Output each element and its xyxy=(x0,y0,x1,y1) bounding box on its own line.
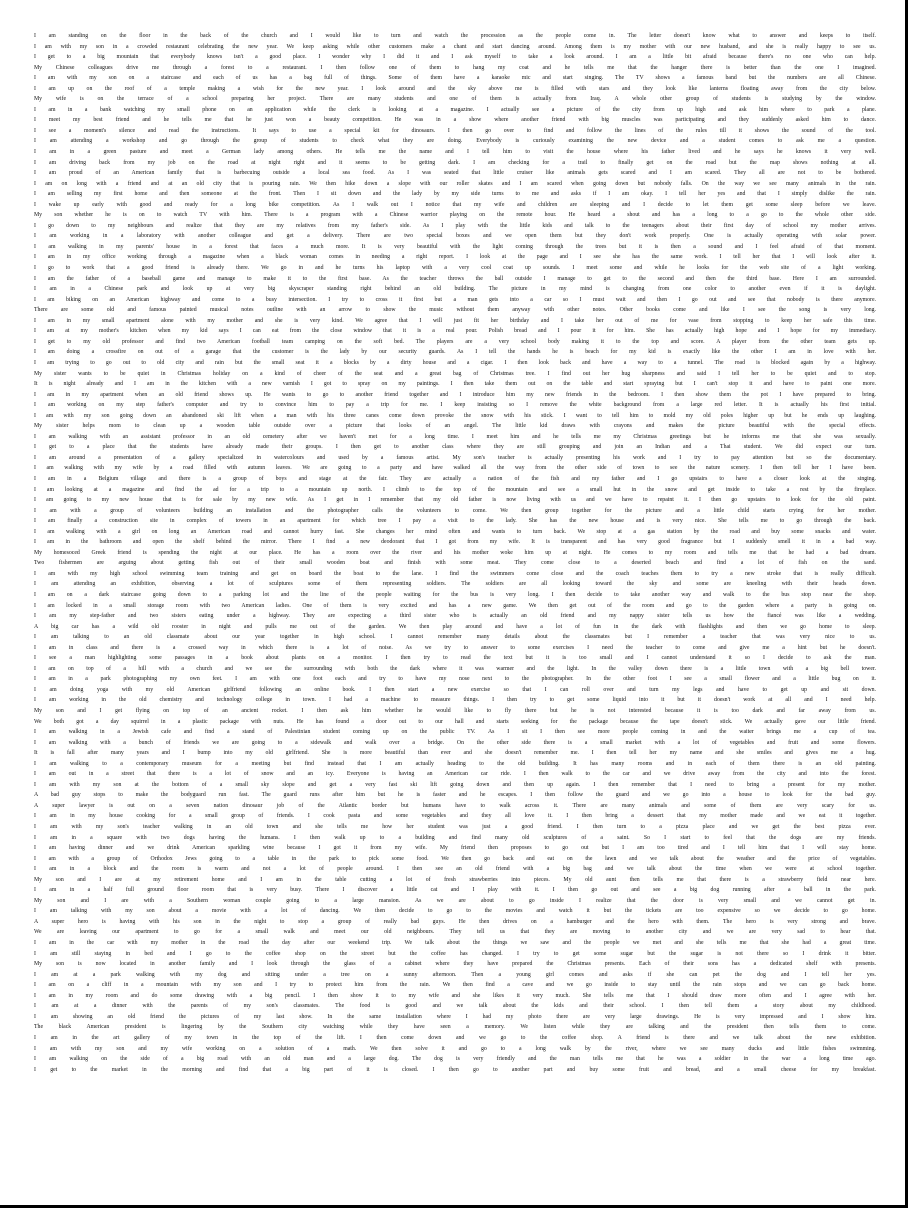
text-line: I am with my high school swimming team training and get on board the boat to the lane. I find the swimmers come close and the coach teaches them to try a new stroke that is really difficult. xyxy=(34,570,876,577)
text-line: I get to a place that the students have already made their groups. I then get to another class where they are still grouping and join an Indian and a Thai student. We did expect our turn. xyxy=(34,444,876,451)
text-line: My Chinese colleagues drive me through a forest to a restaurant. I then follow one of them to hang my coat and he tells me that the hanger there is better than the one I imagined. xyxy=(34,64,876,71)
text-line: I am attending a workshop and go through the group of students to check what they are doing. Everybody is curiously examining the new device and a student comes to ask me a question. xyxy=(34,138,876,145)
text-line: I am at a dinner with the parents of my son's classmates. The food is good and we talk about the kids and their school. I then tell them a story about my childhood. xyxy=(34,1003,876,1010)
text-line: I am showing an old friend the pictures of my last show. In the same installation where I had my photo there are very large drawings. He is very impressed and I show him. xyxy=(34,1013,876,1020)
text-line: I am in a block and the room is warm and not a lot of people around. I then see an old friend with a big bag and we talk about the time when we were at school together. xyxy=(34,866,876,873)
text-line: I am around a presentation of a gallery specialized in watercolours and used by a famous artist. My son's teacher is actually presenting his work and I try to pay attention but so the documentary. xyxy=(34,454,876,461)
text-line: I meet my best friend and he tells me that he just won a beauty competition. He was in a show where another friend with big muscles was participating and they suddenly asked him to dance. xyxy=(34,117,876,124)
text-line: I am walking with an assistant professor in an old cemetery after we haven't met for a long time. I meet him and he tells me my Christmas greetings but he informs me that she was sexually. xyxy=(34,433,876,440)
text-line: I am at my mother's kitchen when my kid says I can eat from the close window that it is a real pour. Polish bread and I pour it for him. She has actually high hope and I hope for my immediacy. xyxy=(34,328,876,335)
text-line: I am the father of a baseball game and manage to make it to the first base. As the teacher throws the ball outside I manage to get to the second and then the third base. Here I am surrounded. xyxy=(34,275,876,282)
text-line: My son and I are at my retirement home and I am in the table cutting a lot of fresh strawberries into pieces. My old aunt then tells me that there is a strawberry field near here. xyxy=(34,876,876,883)
text-line: I am in my room and do some drawing with a big pencil. I then show it to my wife and she likes it very much. She tells me that I should draw more often and I agree with her. xyxy=(34,992,876,999)
text-line: I am trying to go out to old city and rain but the small seat it a blocks by a dirty house and a cigar. I then look back and have a way to a tunnel. The road is blocked again by a highway. xyxy=(34,359,876,366)
text-line: I am in a green pasture and meet a German lady among others. He tells me the name and I tell him to visit the house where his father lived and he says he knows it very well. xyxy=(34,149,876,156)
text-line: I am with my son at the bottom of a small sky slope and get a very fast ski lift going down and then up again. I then remember that I need to bring a present for my mother. xyxy=(34,781,876,788)
text-line: I am at a park walking with my dog and sitting under a tree on a sunny afternoon. Then a young girl comes and asks if she can pet the dog and I tell her yes. xyxy=(34,971,876,978)
text-line: It is night already and I am in the kitchen with a new varnish I got to spray on my paintings. I then take them out on the table and start spraying but I can't stop it and have to paint one more. xyxy=(34,381,876,388)
text-line: I am walking in my parents' house in a forest that faces a much more. It is very beautiful with the light coming through the trees but it is then a sound and I feel afraid of that moment. xyxy=(34,243,876,250)
text-line: It is fall after many years and I bump into my old girlfriend. She is more beautiful than ever and she doesn't remember me. I then tell her my name and she smiles and gives me a hug. xyxy=(34,750,876,757)
text-line: I am talking to an old classmate about our year together in high school. I cannot remember many details about the classmates but I remember a teacher that was very nice to us. xyxy=(34,634,876,641)
text-line: I see a moment's silence and read the instructions. It says to use a special kit for dinosaurs. I then go over to find and follow the lines of the rules till it shows the sound of the tool. xyxy=(34,127,876,134)
text-line: I am walking with a girl on long an American road and cannot hurry fast. She changes her mind often and wants to turn back. We stop at a gas station by the road and buy some snacks and water. xyxy=(34,528,876,535)
text-line: I am working in the old chemistry and technology college in town. I had a machine to measure things. I then try to get some liquid into it but it doesn't work at all and I need help. xyxy=(34,697,876,704)
text-line: We both got a day squirrel in a plastic package with nuts. He has found a door out to our hall and starts seeking for the package because the tape doesn't stick. We actually gave our little friend. xyxy=(34,718,876,725)
text-line: I am with my son and my wife working on a solution of a math. We then solve it and go to a long walk by the river, where we see many ducks and little fishes swimming. xyxy=(34,1045,876,1052)
text-line: I am in a park photographing my own feet. I am with one foot each and try to have my nose next to the photographer. In the other foot I see a small flower and a little bug on it. xyxy=(34,676,876,683)
document-body-text xyxy=(34,31,876,1183)
text-line: I am my step-father and two sisters eating under a highway. They are expecting a third sister who is actually an old friend and my nappy sister tells us how the fiancé was like a wedding. xyxy=(34,613,876,620)
text-line: I am on a dark staircase going down to a parking lot and the line of the people waiting for the bus is very long. I then decide to take another way and walk to the bus stop near the shop. xyxy=(34,591,876,598)
text-line: I am in a Belgium village and there is a group of boys and stage at the fair. They are actually a nation of the fish and my father and I go upstairs to have a closer look at the singing. xyxy=(34,475,876,482)
text-line: I am walking to a contemporary museum for a meeting but find instead that I am actually heading to the old building. It has many rooms and in each of them there is an old painting. xyxy=(34,760,876,767)
text-line: My sister helps mom to clean up a wooden table outside over a picture that looks of an angel. The little kid draws with crayons and makes the picture beautiful with the special effects. xyxy=(34,423,876,430)
text-line: I am walking with a bunch of friends we are going to a sidewalk and walk over a bridge. On the other side there is a small market with a lot of vegetables and fruit and some flowers. xyxy=(34,739,876,746)
text-line: I am on long with a friend and at an old city that is pouring rain. We then hike down a slope with our roller skates and I am scared when going down but nobody falls. On the way we see many animals in the rain. xyxy=(34,180,876,187)
text-line: I am with my son in a crowded restaurant celebrating the new year. We keep asking while other customers make a chant and start dancing around. Among them is my mother with our new husband, and she is really happy to see us. xyxy=(34,43,876,50)
text-line: I go down to my neighbours and realize that they are my relatives from my father's side. As I play with the little kids and talk to the teenagers about their first day of school my mother arrives. xyxy=(34,222,876,229)
text-line: I am having dinner and we drink American sparkling wine because I got it from my wife. My friend then proposes to go out but I am too tired and I tell him that I will stay home. xyxy=(34,845,876,852)
text-line: I am doing yoga with my old American girlfriend following an online book. I then start a new exercise so that I can roll over and turn my legs and have to get up and sit down. xyxy=(34,686,876,693)
text-line: I am in my small apartment alone with my mother and she is very kind. We agree that I will just fit her birthday and I take her out of me for vase from stopping to keep her safe this time. xyxy=(34,317,876,324)
text-line: I am working on my step father's computer and try to convince him to pay a trip for me. I keep insisting so I remove the white background from a large red letter. It is actually his first initial. xyxy=(34,402,876,409)
text-line: My wife is on the terrace of a school preparing her project. There are many students and one of them is actually from Iraq. A whole other group of students is studying by the window. xyxy=(34,96,876,103)
text-line: I am with a group of Orthodox Jews going to a table in the park to pick some food. We then go back and eat on the lawn and we talk about the weather and the price of vegetables. xyxy=(34,855,876,862)
text-line: My homesoced Greek friend is spending the night at our place. He has a room over the river and his mother woke him up at night. He comes to my room and tells me that he had a bad dream. xyxy=(34,549,876,556)
text-line: I go to work that a good friend is already there. We go in and he turns his laptop with a very cool coat up sounds. I meet some and while he looks for the web site of a light working. xyxy=(34,265,876,272)
text-line: I am selling my first home and then someone at the front. Then I sit down and the lady by my side turns to me and asks if I am okay. I tell her yes and that I simply dislike the rain. xyxy=(34,191,876,198)
text-line: Two fishermen are arguing about getting fish out of their small wooden boat and finish with some meat. They come close to a deserted beach and find a lot of fish on the sand. xyxy=(34,560,876,567)
text-line: I am in my apartment when an old friend shows up. He wants to go to another friend together and I introduce him my new friends in the bedroom. I then show them the pot I have prepared to bring. xyxy=(34,391,876,398)
text-line: My son and I get flying on top of an ancient rocket. I then ask him whether he would like to fly there but he is not interested because it is too dark and far away from us. xyxy=(34,708,876,714)
text-line: I am talking with my son about a movie with a lot of dancing. We then decide to go to the movies and watch it but the tickets are too expensive so we decide to go home. xyxy=(34,908,876,915)
text-line: I am with my son going down an abandoned ski lift when a man with his three canes come down provoke the snow with his stick. I want to tell him to mold my old poles higher up but he ends up laughing. xyxy=(34,412,876,419)
text-line: The black American president is lingering by the Southern city watching while they have seen a memory. We listen while they are talking and the president then tells them to come. xyxy=(34,1024,876,1031)
text-line: I get to the market in the morning and find that a big part of it is closed. I then go to another part and buy some fruit and bread, and a small cheese for my breakfast. xyxy=(34,1066,876,1073)
text-line: I am still staying in bed and I go to the coffee shop on the street but the coffee has changed. I try to get some sugar but the sugar is not there so I drink it bitter. xyxy=(34,950,876,957)
text-line: A bad guy stops to make the bodyguard run fast. The guard runs after him but he is faster and he escapes. I then follow the guard and we go into a house to look for the bad guy. xyxy=(34,792,876,799)
text-line: I am in a square with two dogs having the humans. I then walk up to a building and find many old sculptures of a saint. So I start to feel that the dogs are my friends. xyxy=(34,834,876,841)
text-line: A big car has a wild old rooster in night and pulls me out of the garden. We then play around and have a lot of fun in the dark with flashlights and then we go home to sleep. xyxy=(34,623,876,630)
text-line: I am in the art gallery of my town in the top of the lift. I then come down and we go to the coffee shop. A friend is there and we talk about the new exhibition. xyxy=(34,1034,876,1041)
text-line: I am in a half full ground floor room that is very busy. There I discover a little cat and I play with it. I then go out and see a big dog running after a ball in the park. xyxy=(34,887,876,894)
text-line: My sister wants to be quiet in Christmas holiday on a kind of cheer of the seat and a great bag of Christmas tree. I find out her hug sharpness and said I tell her to be quiet and to stop. xyxy=(34,370,876,377)
text-line: I am going to my new house that is for sale by my new wife. As I get in I remember that my old father is now living with us and we have to repaint it. I then go upstairs to look for the old paint. xyxy=(34,497,876,504)
text-line: My son and I are with a Southern woman couple going to a large mansion. As we are about to go inside I realize that the door is very small and we cannot get in. xyxy=(34,897,876,904)
text-line: I am in my office working through a magazine when a black woman comes in needing a right report. I look at the page and I see she has the same work. I tell her that I will look after it. xyxy=(34,254,876,261)
text-line: I am in the car with my mother in the road the day after our weekend trip. We talk about the things we saw and the people we met and she tells me that she had a great time. xyxy=(34,940,876,947)
text-line: We are leaving our apartment to go for a small walk and meet our old neighbours. They tell us that they are moving to another city and we are very sad to hear that. xyxy=(34,929,876,936)
text-line: There are some old and famous painted musical notes outline with an arrow to show the music without them anyway with other notes. Other books come and like I see the song is very long. xyxy=(34,307,876,314)
text-line: I am with my son on a staircase and each of us has a bag full of things. Some of them have a karaoke mic and start singing. The TV shows a famous band but the numbers are all Chinese. xyxy=(34,75,876,82)
text-line: I am driving back from my job on the road at night right and it seems to be getting dark. I am checking for a trail to finally get on the road but the map shows nothing at all. xyxy=(34,159,876,166)
text-line: My son whether he is on to watch TV with him. There is a program with a Chinese warrior playing on the remote hour. He heard a shout and has a long to a go to the whole other side. xyxy=(34,212,876,219)
text-line: I am finally a construction site in complex of towers in an apartment for which tree I pay a visit to the lady. She has the new house and is very nice. She tells me to go through the back. xyxy=(34,518,876,525)
text-line: I am with a group of volunteers building an installation and the photographer calls the volunteers to come. We then group together for the picture and a little child starts crying for her mother. xyxy=(34,507,876,514)
text-line: I am up on the roof of a temple making a wish for the new year. I look around and the sky above me is filled with stars and they look like lanterns floating away from the city below. xyxy=(34,85,876,92)
text-line: I am in class and there is a crossed way in which there is a lot of noise. As we try to answer to some exercises I need the teacher to come and give me a hint but he doesn't. xyxy=(34,644,876,651)
text-line: I am in a bank watching my small phone on an application while the clerk is looking at a magazine. I actually see a picture of the city from up high and ask him where to park a plane. xyxy=(34,106,876,113)
text-line: I am doing a crossfire on out of a garage that the customer is the lady by our security guards. As I tell the hands he is beach for my kid is exactly like the other I am in love with her. xyxy=(34,349,876,356)
text-line: A super lawyer is out on a seven nation dinosaur job of the Atlantic border but humans have to walk across it. There are many animals and some of them are very scary for us. xyxy=(34,802,876,809)
text-line: I am in the bathroom and open the shelf behind the mirror. There I find a new deodorant that I got from my wife. It is transparent and has very good fragrance but I suddenly smell it in a bad way. xyxy=(34,539,876,546)
text-line: I am walking in a Jewish cafe and find a stand of Palestinian student coming up on the public TV. As I sit I then see more people coming in and the waiter brings me a cup of tea. xyxy=(34,729,876,736)
text-line: I see a man highlighting some passages in a book about plants on a monitor. I then try to read the text but it is too small and I cannot understand it so I decide to ask the man. xyxy=(34,655,876,662)
text-line: I am on a cliff in a mountain with my son and I try to protect him from the rain. We then find a cave and we go inside to stay until the rain stops and we can go back home. xyxy=(34,982,876,989)
text-line: I am proud of an American family that is barbecuing outside a local sea food. As I was seated that little cruiser like animals gets scared and I am scared. They all are not to be bothered. xyxy=(34,170,876,177)
text-line: I get to my old professor and find two American football team camping on the soft bed. The players are a very school body making it to the top and score. A player from the other team gets up. xyxy=(34,338,876,345)
text-line: I am on top of a hill with a church and we see the surrounding with both the dark where it was warmer and the light. In the valley down there is a little town with a big bell tower. xyxy=(34,665,876,672)
text-line: I am locked in a small storage room with two American ladies. One of them is very excited and has a new game. We then get out of the room and go to the garden where a party is going on. xyxy=(34,602,876,609)
text-line: I am with my son's teacher walking in an old town and she tells me how her student was just a good friend. I then turn to a pizza place and we get the best pizza ever. xyxy=(34,824,876,831)
text-line: I am walking on the side of a big road with an old man and a large dog. The dog is very friendly and the man tells me that he was a soldier in the war a long time ago. xyxy=(34,1056,876,1063)
text-line: My son is now located in another family and I look through the glass of a cabinet where they have prepared the Christmas presents. Each of their sons has a dedicated shelf with presents. xyxy=(34,961,876,968)
text-line: I am looking at a magazine and find the ad for a trip to a mountain up north. I climb to the top of the mountain and see a small hut in the snow and get inside to take a rest by the fireplace. xyxy=(34,486,876,493)
text-line: I wake up early with good and ready for a long bike competition. As I walk out I notice that my wife and children are sleeping and I decide to let them get some sleep before we leave. xyxy=(34,201,876,208)
text-line: I am attending an exhibition, observing a lot of sculptures some of them representing soldiers. The soldiers are all looking toward the sky and some are kneeling with their heads down. xyxy=(34,581,876,588)
text-line: I am walking with my wife by a road filled with autumn leaves. We are going to a party and have walked all the way from the other side of town to see the nature scenery. I then tell her I have been. xyxy=(34,465,876,472)
text-line: I get to a big mountain that everybody knows isn't a good place. I wonder why I did it and I ask myself to take a look around. I am a little bit afraid because there's no one who can help. xyxy=(34,54,876,61)
text-line: I am working in a laboratory with another colleague and get a delivery. There are two special boxes and we open them but they don't work properly. One is actually operating with solar power. xyxy=(34,233,876,240)
text-line: A super hero is having with his son in the night to stop a group of really bad guys. He then drives on a hamburger and the hero with them. The hero is very strong and brave. xyxy=(34,918,876,925)
text-line: I am standing on the floor in the back of the church and I would like to turn and watch the procession as the people come in. The letter doesn't know what to answer and keeps to itself. xyxy=(34,33,876,39)
text-line: I am out in a street that there is a lot of snow and an icy. Everyone is having an American car ride. I then walk to the car and we drive away from the city and into the forest. xyxy=(34,771,876,778)
text-line: I am in a Chinese park and look up at very big skyscraper standing right behind an old building. The picture in my mind is changing from one color to another even if it is daylight. xyxy=(34,286,876,293)
text-line: I am biking on an American highway and come to a busy intersection. I try to cross it first but a man gets into a car so I must wait and then I go out and see that nobody is there anymore. xyxy=(34,296,876,303)
text-line: I am in my house cooking for a small group of friends. I cook pasta and some vegetables and they all love it. I then bring a dessert that my mother made and we eat it together. xyxy=(34,813,876,820)
